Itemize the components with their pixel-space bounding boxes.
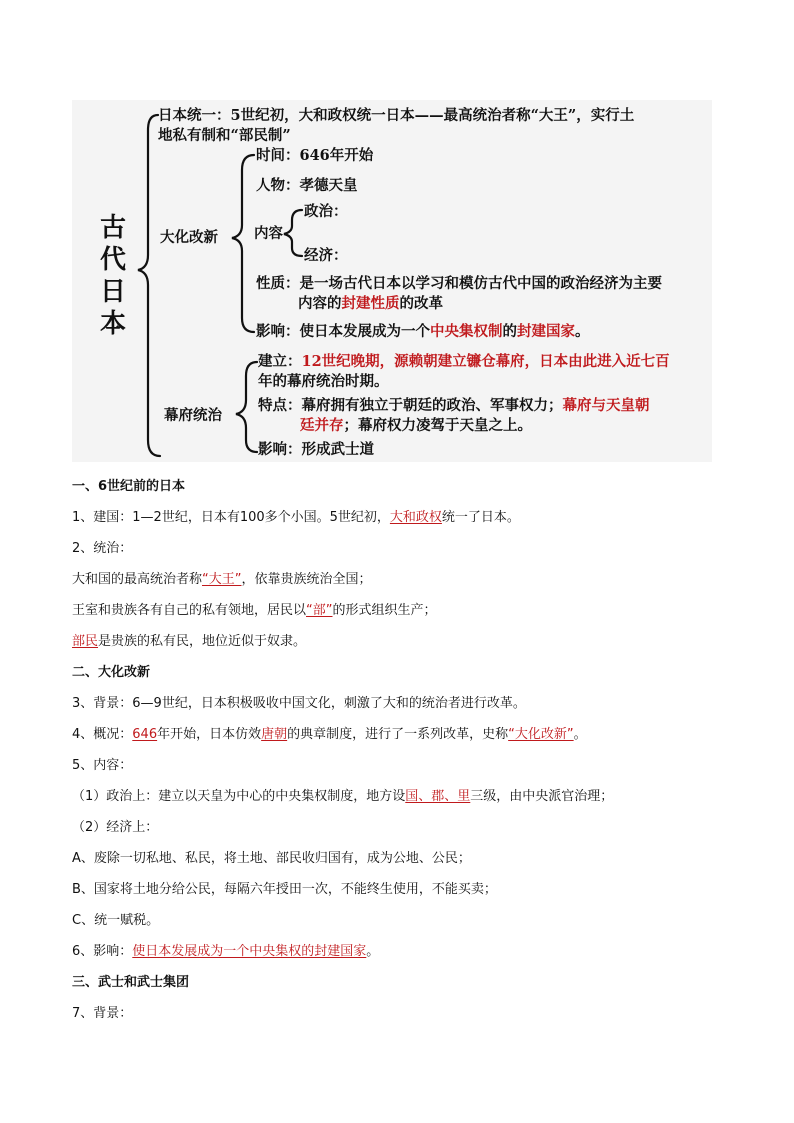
line-ruler: 大和国的最高统治者称“大王”，依靠贵族统治全国；: [72, 572, 372, 587]
line-overview: 4、概况：646年开始，日本仿效唐朝的典章制度，进行了一系列改革，史称“大化改新”。: [72, 727, 587, 742]
mind-map-figure: [72, 100, 712, 462]
line-content: 5、内容：: [72, 758, 133, 773]
taika-nature-line-1: 性质：是一场古代日本以学习和模仿古代中国的政治经济为主要: [256, 275, 662, 292]
taika-impact: 影响：使日本发展成为一个中央集权制的封建国家。: [256, 323, 590, 340]
bakufu-establish-line-1: 建立：12世纪晚期，源赖朝建立镰仓幕府，日本由此进入近七百: [258, 353, 670, 370]
line-founding: 1、建国：1—2世纪，日本有100多个小国。5世纪初，大和政权统一了日本。: [72, 510, 520, 525]
mind-map-title: 古代日本: [100, 213, 127, 339]
line-politics: （1）政治上：建立以天皇为中心的中央集权制度，地方设国、郡、里三级，由中央派官治理；: [72, 789, 614, 804]
line-samurai-background: 7、背景：: [72, 1006, 133, 1021]
line-economy: （2）经济上：: [72, 820, 159, 835]
line-economy-b: B、国家将土地分给公民，每隔六年授田一次，不能终生使用，不能买卖；: [72, 882, 497, 897]
section-1-heading: 一、6世纪前的日本: [72, 479, 186, 494]
bakufu-label: 幕府统治: [164, 407, 222, 424]
line-economy-c: C、统一赋税。: [72, 913, 160, 928]
unify-line-2: 地私有制和“部民制”: [158, 127, 291, 144]
taika-time: 时间：646年开始: [256, 147, 374, 164]
taika-person: 人物：孝德天皇: [256, 177, 358, 194]
line-rule: 2、统治：: [72, 541, 133, 556]
bakufu-impact: 影响：形成武士道: [258, 441, 374, 458]
line-economy-a: A、废除一切私地、私民，将土地、部民收归国有，成为公地、公民；: [72, 851, 471, 866]
taika-content: 内容: [254, 225, 283, 242]
taika-economy: 经济：: [304, 247, 348, 264]
bakufu-feature-line-2: 廷并存；幕府权力凌驾于天皇之上。: [300, 417, 532, 434]
line-territory: 王室和贵族各有自己的私有领地，居民以“部”的形式组织生产；: [72, 603, 437, 618]
line-bumin: 部民是贵族的私有民，地位近似于奴隶。: [72, 634, 307, 649]
bakufu-feature-line-1: 特点：幕府拥有独立于朝廷的政治、军事权力；幕府与天皇朝: [258, 397, 650, 414]
taika-label: 大化改新: [160, 229, 218, 246]
bakufu-establish-line-2: 年的幕府统治时期。: [258, 373, 389, 390]
line-impact: 6、影响：使日本发展成为一个中央集权的封建国家。: [72, 944, 380, 959]
section-2-heading: 二、大化改新: [72, 665, 151, 680]
section-3-heading: 三、武士和武士集团: [72, 975, 190, 990]
line-background: 3、背景：6—9世纪，日本积极吸收中国文化，刺激了大和的统治者进行改革。: [72, 696, 526, 711]
taika-nature-line-2: 内容的封建性质的改革: [298, 295, 443, 312]
unify-line-1: 日本统一：5世纪初，大和政权统一日本——最高统治者称“大王”，实行土: [158, 107, 635, 124]
taika-politics: 政治：: [304, 203, 348, 220]
